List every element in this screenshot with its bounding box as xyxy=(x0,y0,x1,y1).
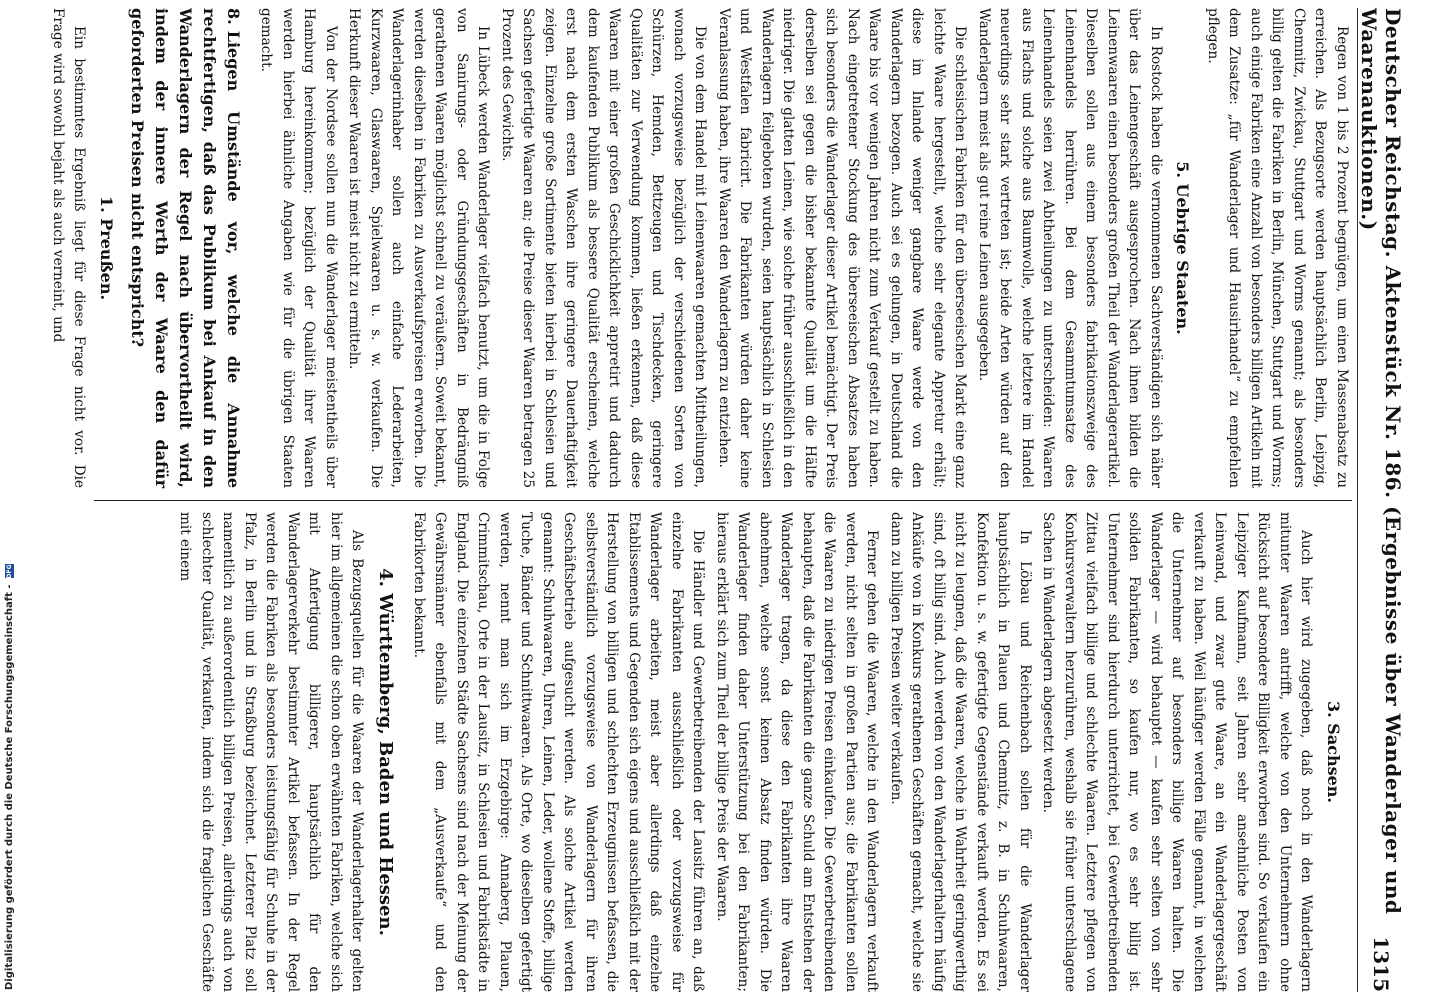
paragraph: In Löbau und Reichenbach sollen für die Wanderlager hauptsächlich in Plauen und Chemnitz, z. B. in Schuhwaaren, Konfektion u. s. w. gefertigte Gegenstände verkauft werden. Es sei nicht zu leugnen, daß die Waaren, welche in Wahrheit geringwerthig sind, oft billig sind. Auch werden von den Wanderlagerhaltern häufig Ankäufe von in Konkurs gerathenen Geschäften gemacht, welche sie dann zu billigen Preisen weiter verkaufen. xyxy=(888,512,1033,992)
page-title: Deutscher Reichstag. Aktenstück Nr. 186. (Ergebnisse über Wanderlager und Waarenauktionen.) xyxy=(1357,8,1405,915)
column-divider xyxy=(94,500,1352,501)
paragraph: In Rostock haben die vernommenen Sachverständigen sich näher über das Leinengeschäft ausgesprochen. Nach ihnen bilden die Leinenwaaren einen besonders großen Theil der Wanderlagerartikel. Dieselben sollen aus einem besonders fabrikationszweige des Leinenhandels herrühren. Bei dem Gesammtumsatze des Leinenhandels seien zwei Abtheilungen zu unterscheiden: Waaren aus Flachs und solche aus Baumwolle, welche letztere im Handel neuerdings sehr stark vertreten ist; beide Arten würden auf den Wanderlagern meist als gut reine Leinen ausgegeben. xyxy=(976,8,1164,488)
section-heading-uebrige-staaten: 5. Uebrige Staaten. xyxy=(1173,161,1193,335)
page-number: 1315 xyxy=(1369,936,1393,992)
question-heading xyxy=(125,8,245,488)
paragraph: Von der Nordsee sollen nun die Wanderlager meistentheils über Hamburg hereinkommen; bezüglich der Qualität ihrer Waaren werden hierbei ähnliche Angaben wie für die übrigen Staaten gemacht. xyxy=(258,8,339,488)
section-heading-preussen: 1. Preußen. xyxy=(97,195,116,301)
paragraph: Die Händler und Gewerbetreibenden der Lausitz führen an, daß einzelne Fabrikanten ausschließlich oder vorzugsweise für Wanderlager arbeiten, meist aber allerdings daß einzelne Etablissements und Gegenden sich eigens und ausschließlich mit der Herstellung von billigen und schlechten Erzeugnissen befassen, die selbstverständlich vorzugsweise von Wanderlagern für ihren Geschäftsbetrieb aufgesucht werden. Als solche Artikel werden genannt: Schuhwaaren, Uhren, Leinen, Leder, wollene Stoffe, billige Tuche, Bänder und Schnittwaaren. Als Orte, wo dieselben gefertigt werden, nennt man sich im Erzgebirge: Annaberg, Plauen, Crimmitschau, Orte in der Lausitz, in Schlesien und Fabrikstädte in England. Die einzelnen Städte Sachsens sind nach der Meinung der Gewährsmänner ebenfalls mit dem „Ausverkaufe“ und den Fabrikorten bekannt. xyxy=(411,512,707,992)
question-text: Liegen Umstände vor, welche die Annahme rechtfertigen, daß das Publikum bei Ankauf in den Wanderlagern der Regel nach übervortheilt wird, indem der innere Werth der Waare den dafür geforderten Preisen nicht entspricht? xyxy=(128,8,243,488)
digitization-credit-sidebar xyxy=(0,0,22,1000)
paragraph: Die schlesischen Fabriken für den überseeischen Markt eine ganz leichte Waare hergestellt, welche sehr elegante Appretur erhält; diese im Inlande weniger gangbare Waare werde von den Wanderlagern bezogen. Auch sei es gelungen, in Deutschland die Waare bis vor wenigen Jahren nicht zum Verkauf gestellt zu haben. Nach eingetretener Stockung des überseeischen Absatzes haben sich besonders die Wanderlager dieser Artikel bemächtigt. Der Preis derselben sei gegen die bisher bekannte Qualität um die Hälfte niedriger. Die glatten Leinen, wie solche früher ausschließlich in den Wanderlagern feilgeboten wurden, seien hauptsächlich in Schlesien und Westfalen fabricirt. Die Fabrikanten würden daher keine Veranlassung haben, ihre Waaren den Wanderlagern zu entziehen. xyxy=(716,8,969,488)
paragraph: Die von dem Handel mit Leinenwaaren gemachten Mittheilungen, wonach vorzugsweise bezüglich der verschiedenen Sorten von Schürzen, Hemden, Bettzeugen und Tischdecken, geringere Qualitäten zur Verwendung kommen, ließen erkennen, daß diese Waaren mit einer großen Geschicklichkeit appretirt und dadurch dem kaufenden Publikum als bessere Qualität erscheinen, welche erst nach dem ersten Waschen ihre geringere Dauerhaftigkeit zeigen. Einzelne große Sortimente bieten hierbei in Schlesien und Sachsen gefertigte Waaren an; die Preise dieser Waaren betragen 25 Prozent des Gewichts. xyxy=(499,8,709,488)
paragraph: Ferner gehen die Waaren, welche in den Wanderlagern verkauft werden, nicht selten in großen Partien aus; die Fabrikanten sollen die Waaren zu niedrigen Preisen einkaufen. Die Gewerbetreibenden behaupten, daß die Fabrikanten die ganze Schuld am Entstehen der Wanderlager tragen, da diese den Fabrikanten ihre Waaren abnehmen, welche sonst keinen Absatz finden würden. Die Wanderlager finden daher Unterstützung bei den Fabrikanten; hieraus erklärt sich zum Theil der billige Preis der Waaren. xyxy=(714,512,881,992)
question-number: 8. xyxy=(224,8,243,25)
paragraph: Als Bezugsquellen für die Waaren der Wanderlagerhalter gelten hier im allgemeinen die schon oben erwähnten Fabriken, welche sich mit Anfertigung billigerer, hauptsächlich für den Wanderlagerverkehr bestimmter Artikel befassen. In der Regel werden die Fabriken als besonders leistungsfähig für Schuhe in der Pfalz, in Berlin und in Straßburg bezeichnet. Letzterer Platz soll namentlich zu außerordentlich billigen Preisen, allerdings auch von schlechter Qualität, verkaufen, indem sich die fraglichen Geschäfte mit einem xyxy=(177,512,366,992)
rotated-page-content xyxy=(50,8,1405,992)
credit-text: Digitalisierung gefördert durch die Deutsche Forschungsgemeinschaft - xyxy=(4,584,15,990)
paragraph: Ein bestimmtes Ergebniß liegt für diese Frage nicht vor. Die Frage wird sowohl bejaht als auch verneint, und xyxy=(50,8,88,488)
left-column xyxy=(50,8,1352,488)
paragraph: Regen von 1 bis 2 Prozent begnügen, um einen Massenabsatz zu erreichen. Als Bezugsorte werden hauptsächlich Berlin, Leipzig, Chemnitz, Zwickau, Stuttgart und Worms genannt; als besonders billig gelten die Fabriken in Berlin, München, Stuttgart und Worms; auch einige Fabriken eine Anzahl von besonders billigen Artikeln mit dem Zusatze: „für Wanderlager und Hausirhandel“ zu empfehlen pflegen. xyxy=(1205,8,1350,488)
section-heading-sachsen: 3. Sachsen. xyxy=(1324,701,1343,803)
paragraph: Auch hier wird zugegeben, daß noch in den Wanderlagern mitunter Waaren antrifft, welche von den Unternehmern ohne Rücksicht auf besondere Billigkeit erworben sind. So verkaufen ein Leipziger Kaufmann, seit Jahren sehr ansehnliche Posten von Leinwand, und zwar gute Waare, an ein Wanderlagergeschäft verkauft zu haben. Weil häufiger werden Fälle genannt, in welchen die Unternehmer auf besonders billige Waaren halten. Die Wanderlager — wird behauptet — kaufen sehr selten von sehr soliden Fabrikanten, so kaufen nur, wo es sehr billig ist. Unternehmer sind hierdurch unterrichtet, bei Gewerbetreibenden Zittau vielfach billige und schlechte Waaren. Letztere pflegen von Konkursverwaltern herzurühren, weshalb sie früher unterschlagene Sachen in Wanderlagern abgesetzt werden. xyxy=(1040,512,1315,992)
dfg-logo-icon: DFG xyxy=(6,564,13,579)
section-heading-wuerttemberg: 4. Württemberg, Baden und Hessen. xyxy=(375,568,397,936)
right-column xyxy=(94,512,1352,992)
page-header xyxy=(1357,8,1404,992)
paragraph: In Lübeck werden Wanderlager vielfach benutzt, um die in Folge von Sanirungs- oder Gründungsgeschäften in Bedrängniß gerathenen Waaren möglichst schnell zu veräußern. Soweit bekannt, werden dieselben in Fabriken zu Ausverkaufspreisen erworben. Die Wanderlagerinhaber sollen auch einfache Lederarbeiten, Kurzwaaren, Glaswaaren, Spielwaaren u. s. w. verkaufen. Die Herkunft dieser Waaren ist meist nicht zu ermitteln. xyxy=(346,8,492,488)
